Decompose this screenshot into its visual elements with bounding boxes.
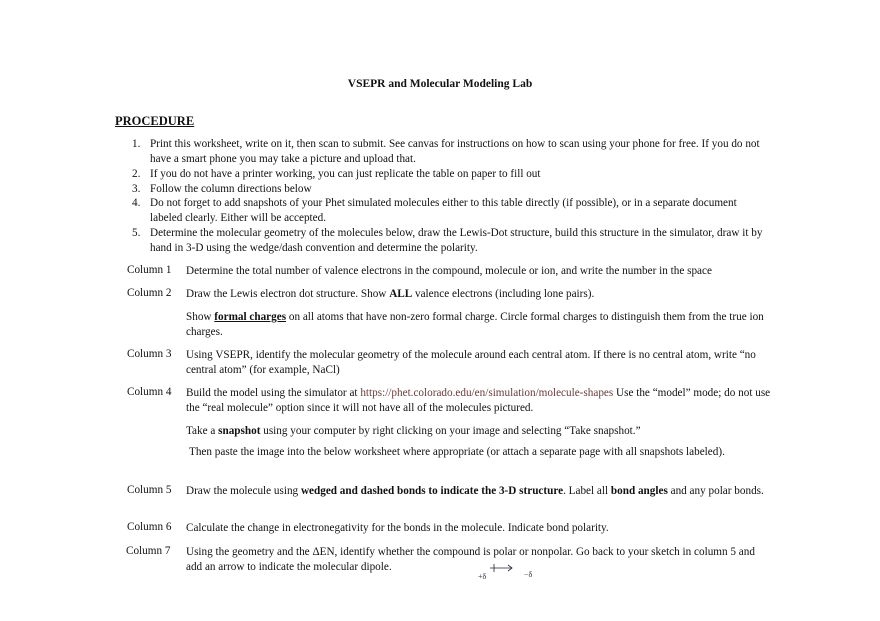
column-7-text: Using the geometry and the ΔEN, identify whether the compound is polar or nonpolar. Go back to your sketch in column 5 and add an arrow to indicate the molecular dipole.: [186, 546, 755, 573]
column-1-text: Determine the total number of valence electrons in the compound, molecule or ion, and write the number in the space: [186, 265, 712, 277]
column-6-label: Column 6: [127, 521, 172, 533]
bold-text: bond angles: [610, 485, 668, 497]
item-text: Print this worksheet, write on it, then scan to submit. See canvas for instructions on how to scan using your phone for free. If you do not have a smart phone you may take a picture and upload that.: [150, 138, 760, 165]
column-4-text: [186, 386, 776, 416]
page-title: VSEPR and Molecular Modeling Lab: [347, 78, 533, 90]
column-3-text: Using VSEPR, identify the molecular geometry of the molecule around each central atom. If there is no central atom, write “no central atom” (for example, NaCl): [186, 349, 756, 376]
column-1-label: Column 1: [127, 264, 172, 276]
column-5-label: Column 5: [127, 484, 172, 496]
column-2-label: Column 2: [127, 287, 172, 299]
item-number: 2.: [132, 168, 141, 180]
item-number: 4.: [132, 197, 141, 209]
column-5-text: [186, 484, 766, 499]
dipole-arrow-illustration: [478, 562, 538, 582]
column-6-text: Calculate the change in electronegativity for the bonds in the molecule. Indicate bond polarity.: [186, 522, 609, 534]
item-text: Follow the column directions below: [150, 183, 312, 195]
column-3-label: Column 3: [127, 348, 172, 360]
text-run: and any polar bonds.: [667, 485, 764, 497]
text-run: Take a: [186, 425, 219, 437]
item-number: 3.: [132, 183, 141, 195]
text-run: using your computer by right clicking on your image and selecting “Take snapshot.”: [260, 425, 641, 437]
bold-text: wedged and dashed bonds to indicate the 3-D structure: [300, 485, 564, 497]
text-run: valence electrons (including lone pairs).: [412, 288, 595, 300]
column-2-formal-charges: [186, 310, 766, 340]
procedure-heading: PROCEDURE: [115, 114, 195, 128]
column-2-text: [186, 287, 766, 302]
column-4-snapshot: [186, 424, 766, 439]
text-run: on all atoms that have non-zero formal charge. Circle formal charges to distinguish them from the true ion charges.: [186, 311, 764, 338]
underlined-text: formal charges: [214, 311, 287, 323]
item-text: Determine the molecular geometry of the molecules below, draw the Lewis-Dot structure, build this structure in the simulator, draw it by hand in 3-D using the wedge/dash convention and determine the polarity.: [150, 227, 763, 254]
text-run: Use the “model” mode; do not use the “real molecule” option since it will not have all of the molecules pictured.: [186, 387, 771, 414]
text-run: . Label all: [563, 485, 611, 497]
partial-positive-label: +δ: [478, 572, 487, 581]
column-4-label: Column 4: [127, 386, 172, 398]
bold-text: ALL: [389, 288, 413, 300]
text-run: Show: [186, 311, 215, 323]
partial-negative-label: −δ: [524, 570, 533, 579]
item-text: If you do not have a printer working, you can just replicate the table on paper to fill out: [150, 168, 541, 180]
item-number: 1.: [132, 138, 141, 150]
text-run: Draw the molecule using: [186, 485, 301, 497]
item-number: 5.: [132, 227, 141, 239]
phet-simulator-link[interactable]: https://phet.colorado.edu/en/simulation/molecule-shapes: [360, 387, 614, 399]
bold-text: snapshot: [218, 425, 261, 437]
text-run: Build the model using the simulator at: [186, 387, 361, 399]
item-text: Do not forget to add snapshots of your Phet simulated molecules either to this table directly (if possible), or in a separate document labeled clearly. Either will be accepted.: [150, 197, 737, 224]
column-4-paste: Then paste the image into the below worksheet where appropriate (or attach a separate page with all snapshots labeled).: [189, 446, 725, 458]
text-run: Draw the Lewis electron dot structure. Show: [186, 288, 390, 300]
column-7-label: Column 7: [126, 545, 171, 557]
